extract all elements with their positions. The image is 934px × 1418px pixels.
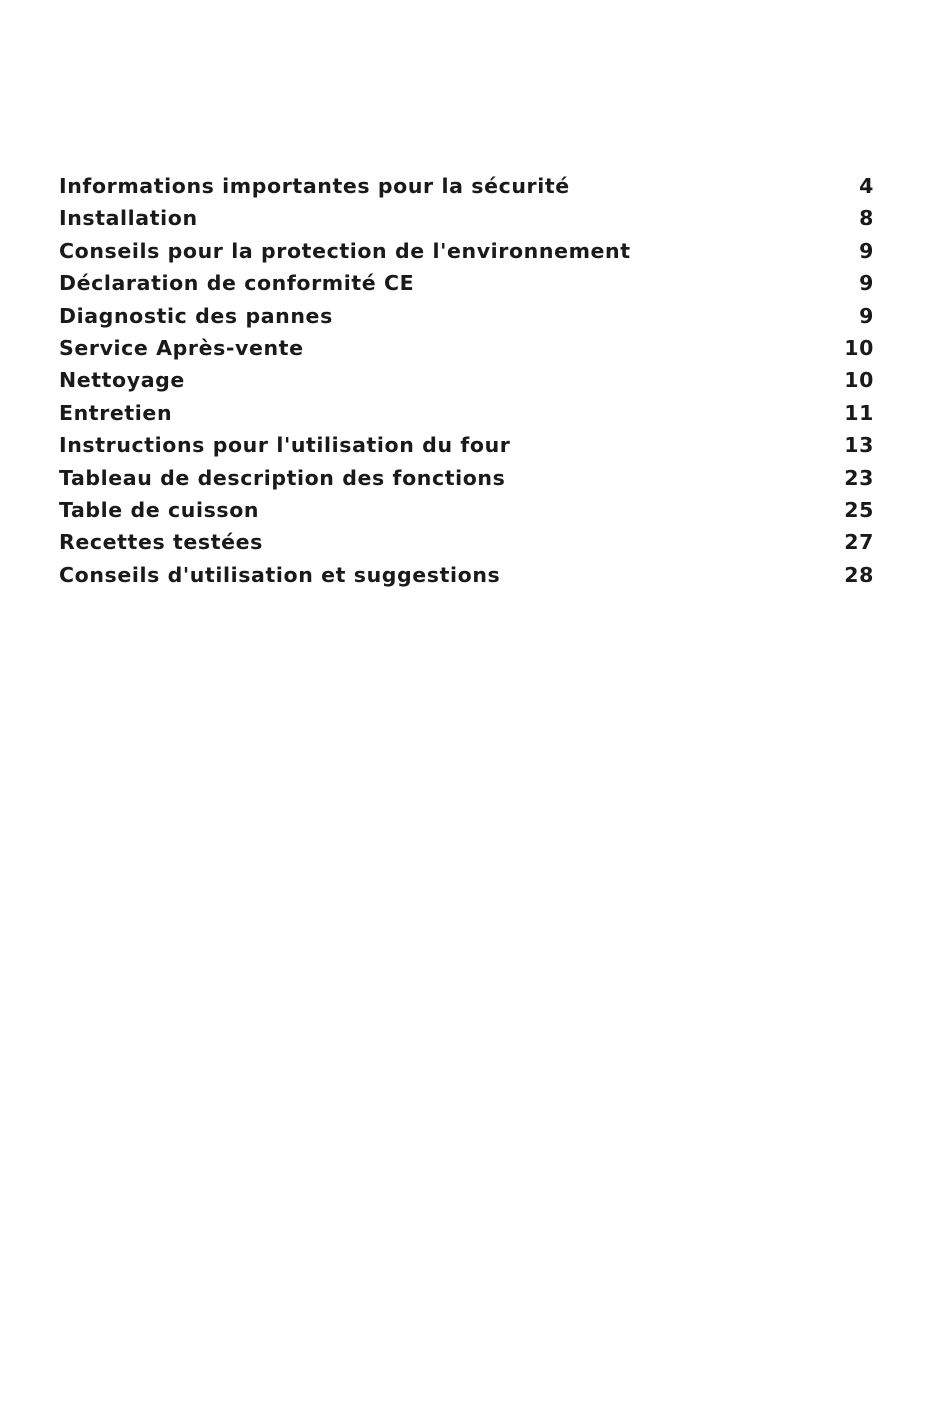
toc-entry[interactable] bbox=[59, 170, 874, 202]
toc-entry-page: 9 bbox=[859, 271, 874, 296]
toc-entry-page: 28 bbox=[844, 562, 874, 587]
toc-entry[interactable] bbox=[59, 462, 874, 494]
toc-entry-title: Déclaration de conformité CE bbox=[59, 271, 415, 296]
toc-entry-title: Installation bbox=[59, 206, 198, 231]
toc-entry[interactable] bbox=[59, 364, 874, 396]
toc-entry[interactable] bbox=[59, 267, 874, 299]
toc-entry-page: 4 bbox=[859, 174, 874, 198]
toc-entry-page: 8 bbox=[859, 206, 874, 231]
toc-entry-title: Diagnostic des pannes bbox=[59, 303, 333, 328]
toc-entry-title: Table de cuisson bbox=[59, 497, 260, 522]
toc-entry-title: Conseils d'utilisation et suggestions bbox=[59, 562, 501, 587]
toc-entry-title: Entretien bbox=[59, 400, 173, 425]
toc-entry-title: Recettes testées bbox=[59, 530, 263, 555]
toc-entry-page: 10 bbox=[844, 335, 874, 360]
toc-entry-title: Informations importantes pour la sécurité bbox=[59, 174, 570, 198]
toc-entry-title: Tableau de description des fonctions bbox=[59, 465, 506, 490]
toc-entry[interactable] bbox=[59, 429, 874, 461]
toc-entry-page: 13 bbox=[844, 433, 874, 458]
toc-entry-page: 23 bbox=[844, 465, 874, 490]
toc-entry-title: Service Après-vente bbox=[59, 335, 304, 360]
toc-entry-title: Nettoyage bbox=[59, 368, 185, 393]
toc-entry-page: 9 bbox=[859, 303, 874, 328]
toc-entry[interactable] bbox=[59, 494, 874, 526]
toc-entry[interactable] bbox=[59, 332, 874, 364]
toc-entry-page: 9 bbox=[859, 238, 874, 263]
toc-entry-page: 27 bbox=[844, 530, 874, 555]
toc-entry[interactable] bbox=[59, 300, 874, 332]
toc-entry[interactable] bbox=[59, 235, 874, 267]
toc-entry-page: 25 bbox=[844, 497, 874, 522]
table-of-contents bbox=[59, 170, 874, 591]
toc-entry-page: 11 bbox=[844, 400, 874, 425]
toc-entry[interactable] bbox=[59, 397, 874, 429]
toc-entry-title: Instructions pour l'utilisation du four bbox=[59, 433, 511, 458]
toc-entry-title: Conseils pour la protection de l'environnement bbox=[59, 238, 631, 263]
toc-entry[interactable] bbox=[59, 202, 874, 234]
toc-entry[interactable] bbox=[59, 559, 874, 591]
toc-entry-page: 10 bbox=[844, 368, 874, 393]
toc-entry[interactable] bbox=[59, 526, 874, 558]
